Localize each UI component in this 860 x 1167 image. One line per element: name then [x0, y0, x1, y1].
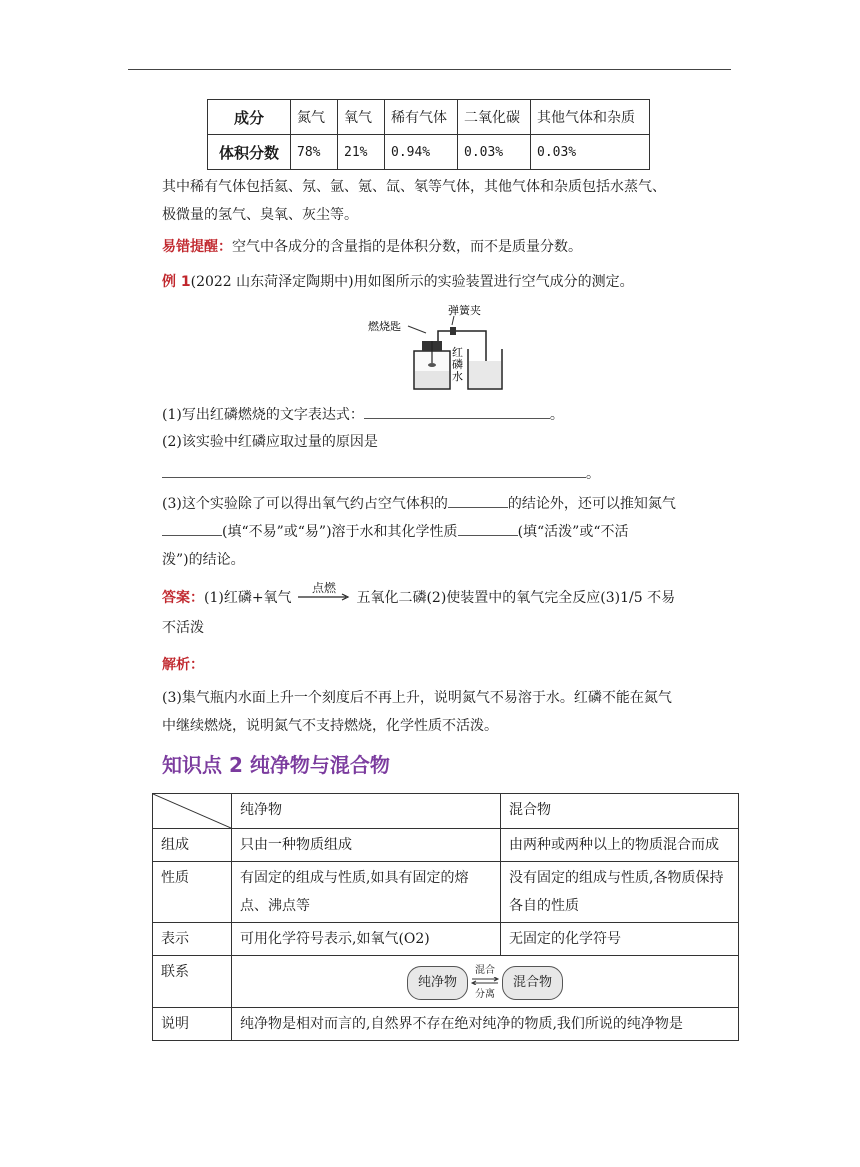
table-cell: 稀有气体 — [385, 100, 458, 135]
analysis-line: 中继续燃烧，说明氮气不支持燃烧，化学性质不活泼。 — [162, 718, 498, 734]
question-1-text: (1)写出红磷燃烧的文字表达式： — [162, 407, 364, 423]
answer-line-2: 不活泼 — [162, 620, 204, 636]
table-cell: 体积分数 — [208, 135, 291, 170]
answer-label: 答案： — [162, 590, 204, 606]
apparatus-figure — [368, 303, 504, 391]
table-row — [153, 1008, 739, 1041]
table-row — [153, 956, 739, 1008]
table-header-cell: 纯净物 — [232, 794, 501, 829]
table-cell: 没有固定的组成与性质,各物质保持各自的性质 — [501, 862, 739, 923]
question-2-blank-line — [162, 460, 742, 488]
question-3-text: (填“活泼”或“不活 — [517, 524, 629, 540]
table-cell: 78% — [291, 135, 338, 170]
red-p-label-2: 磷 — [452, 358, 463, 371]
relation-arrows — [470, 965, 500, 1001]
diagonal-line — [153, 794, 231, 828]
answer-line-1 — [162, 581, 742, 612]
table-cell: 只由一种物质组成 — [232, 829, 501, 862]
tip-label: 易错提醒： — [162, 239, 232, 255]
water-label: 水 — [452, 370, 463, 383]
spoon-label: 燃烧匙 — [368, 320, 401, 333]
table-row — [153, 923, 739, 956]
double-arrow-icon — [470, 977, 500, 985]
table-row — [208, 135, 650, 170]
table-cell: 由两种或两种以上的物质混合而成 — [501, 829, 739, 862]
header-rule — [128, 69, 731, 70]
note-line: 其中稀有气体包括氦、氖、氩、氪、氙、氡等气体，其他气体和杂质包括水蒸气、 — [162, 179, 666, 195]
answer-blank — [458, 521, 518, 536]
answer-blank — [448, 493, 508, 508]
reaction-condition: 点燃 — [312, 581, 337, 595]
analysis-label: 解析： — [162, 657, 204, 673]
example-intro — [162, 268, 742, 296]
table-cell: 0.03% — [531, 135, 650, 170]
table-cell: 二氧化碳 — [458, 100, 531, 135]
reaction-arrow — [296, 581, 352, 602]
table-cell: 氮气 — [291, 100, 338, 135]
row-label: 组成 — [153, 829, 232, 862]
question-3-text: 的结论外，还可以推知氮气 — [507, 496, 676, 512]
table-cell: 0.03% — [458, 135, 531, 170]
table-cell: 其他气体和杂质 — [531, 100, 650, 135]
relation-right: 混合物 — [502, 966, 563, 1000]
table-cell: 21% — [338, 135, 385, 170]
table-cell: 成分 — [208, 100, 291, 135]
answer-blank — [364, 404, 550, 419]
table-header-cell: 混合物 — [501, 794, 739, 829]
table-cell: 可用化学符号表示,如氧气(O2) — [232, 923, 501, 956]
table-cell: 无固定的化学符号 — [501, 923, 739, 956]
analysis-line: (3)集气瓶内水面上升一个刻度后不再上升，说明氮气不易溶于水。红磷不能在氮气 — [162, 690, 672, 706]
row-label: 表示 — [153, 923, 232, 956]
table-row — [208, 100, 650, 135]
question-1 — [162, 401, 742, 429]
relation-diagram — [407, 965, 563, 1001]
question-3-line-3: 泼”)的结论。 — [162, 552, 245, 568]
question-3-text: (3)这个实验除了可以得出氧气约占空气体积的 — [162, 496, 448, 512]
example-intro-text: (2022 山东菏泽定陶期中)用如图所示的实验装置进行空气成分的测定。 — [190, 274, 634, 290]
air-composition-table — [207, 99, 650, 170]
table-cell: 氧气 — [338, 100, 385, 135]
row-label: 性质 — [153, 862, 232, 923]
tip-paragraph — [162, 233, 742, 261]
question-3-line-2 — [162, 518, 742, 546]
relation-cell — [232, 956, 739, 1008]
note-line: 极微量的氢气、臭氧、灰尘等。 — [162, 207, 358, 223]
question-2: (2)该实验中红磷应取过量的原因是 — [162, 434, 378, 450]
table-row — [153, 862, 739, 923]
clamp-label: 弹簧夹 — [448, 304, 481, 317]
answer-blank — [162, 521, 222, 536]
table-row — [153, 794, 739, 829]
red-p-label: 红 — [452, 346, 463, 359]
answer-part-2: 五氧化二磷(2)使装置中的氧气完全反应(3)1/5 不易 — [356, 590, 676, 606]
row-label: 联系 — [153, 956, 232, 1008]
table-cell: 纯净物是相对而言的,自然界不存在绝对纯净的物质,我们所说的纯净物是 — [232, 1008, 739, 1041]
relation-left: 纯净物 — [407, 966, 468, 1000]
answer-blank — [162, 463, 586, 478]
diagonal-header-cell — [153, 794, 232, 829]
relation-bottom: 分离 — [475, 989, 495, 1000]
table-cell: 有固定的组成与性质,如具有固定的熔点、沸点等 — [232, 862, 501, 923]
answer-part-1: (1)红磷+氧气 — [204, 590, 292, 606]
punct: 。 — [586, 466, 600, 482]
table-cell: 0.94% — [385, 135, 458, 170]
relation-top: 混合 — [475, 965, 495, 976]
question-3-text: (填“不易”或“易”)溶于水和其化学性质 — [222, 524, 458, 540]
example-label: 例 1 — [162, 274, 191, 290]
table-row — [153, 829, 739, 862]
analysis-heading — [162, 651, 742, 679]
section-heading: 知识点 2 纯净物与混合物 — [162, 753, 390, 777]
question-3-line-1 — [162, 490, 742, 518]
row-label: 说明 — [153, 1008, 232, 1041]
punct: 。 — [549, 407, 564, 423]
tip-text: 空气中各成分的含量指的是体积分数，而不是质量分数。 — [232, 239, 582, 255]
pure-vs-mixture-table — [152, 793, 739, 1041]
